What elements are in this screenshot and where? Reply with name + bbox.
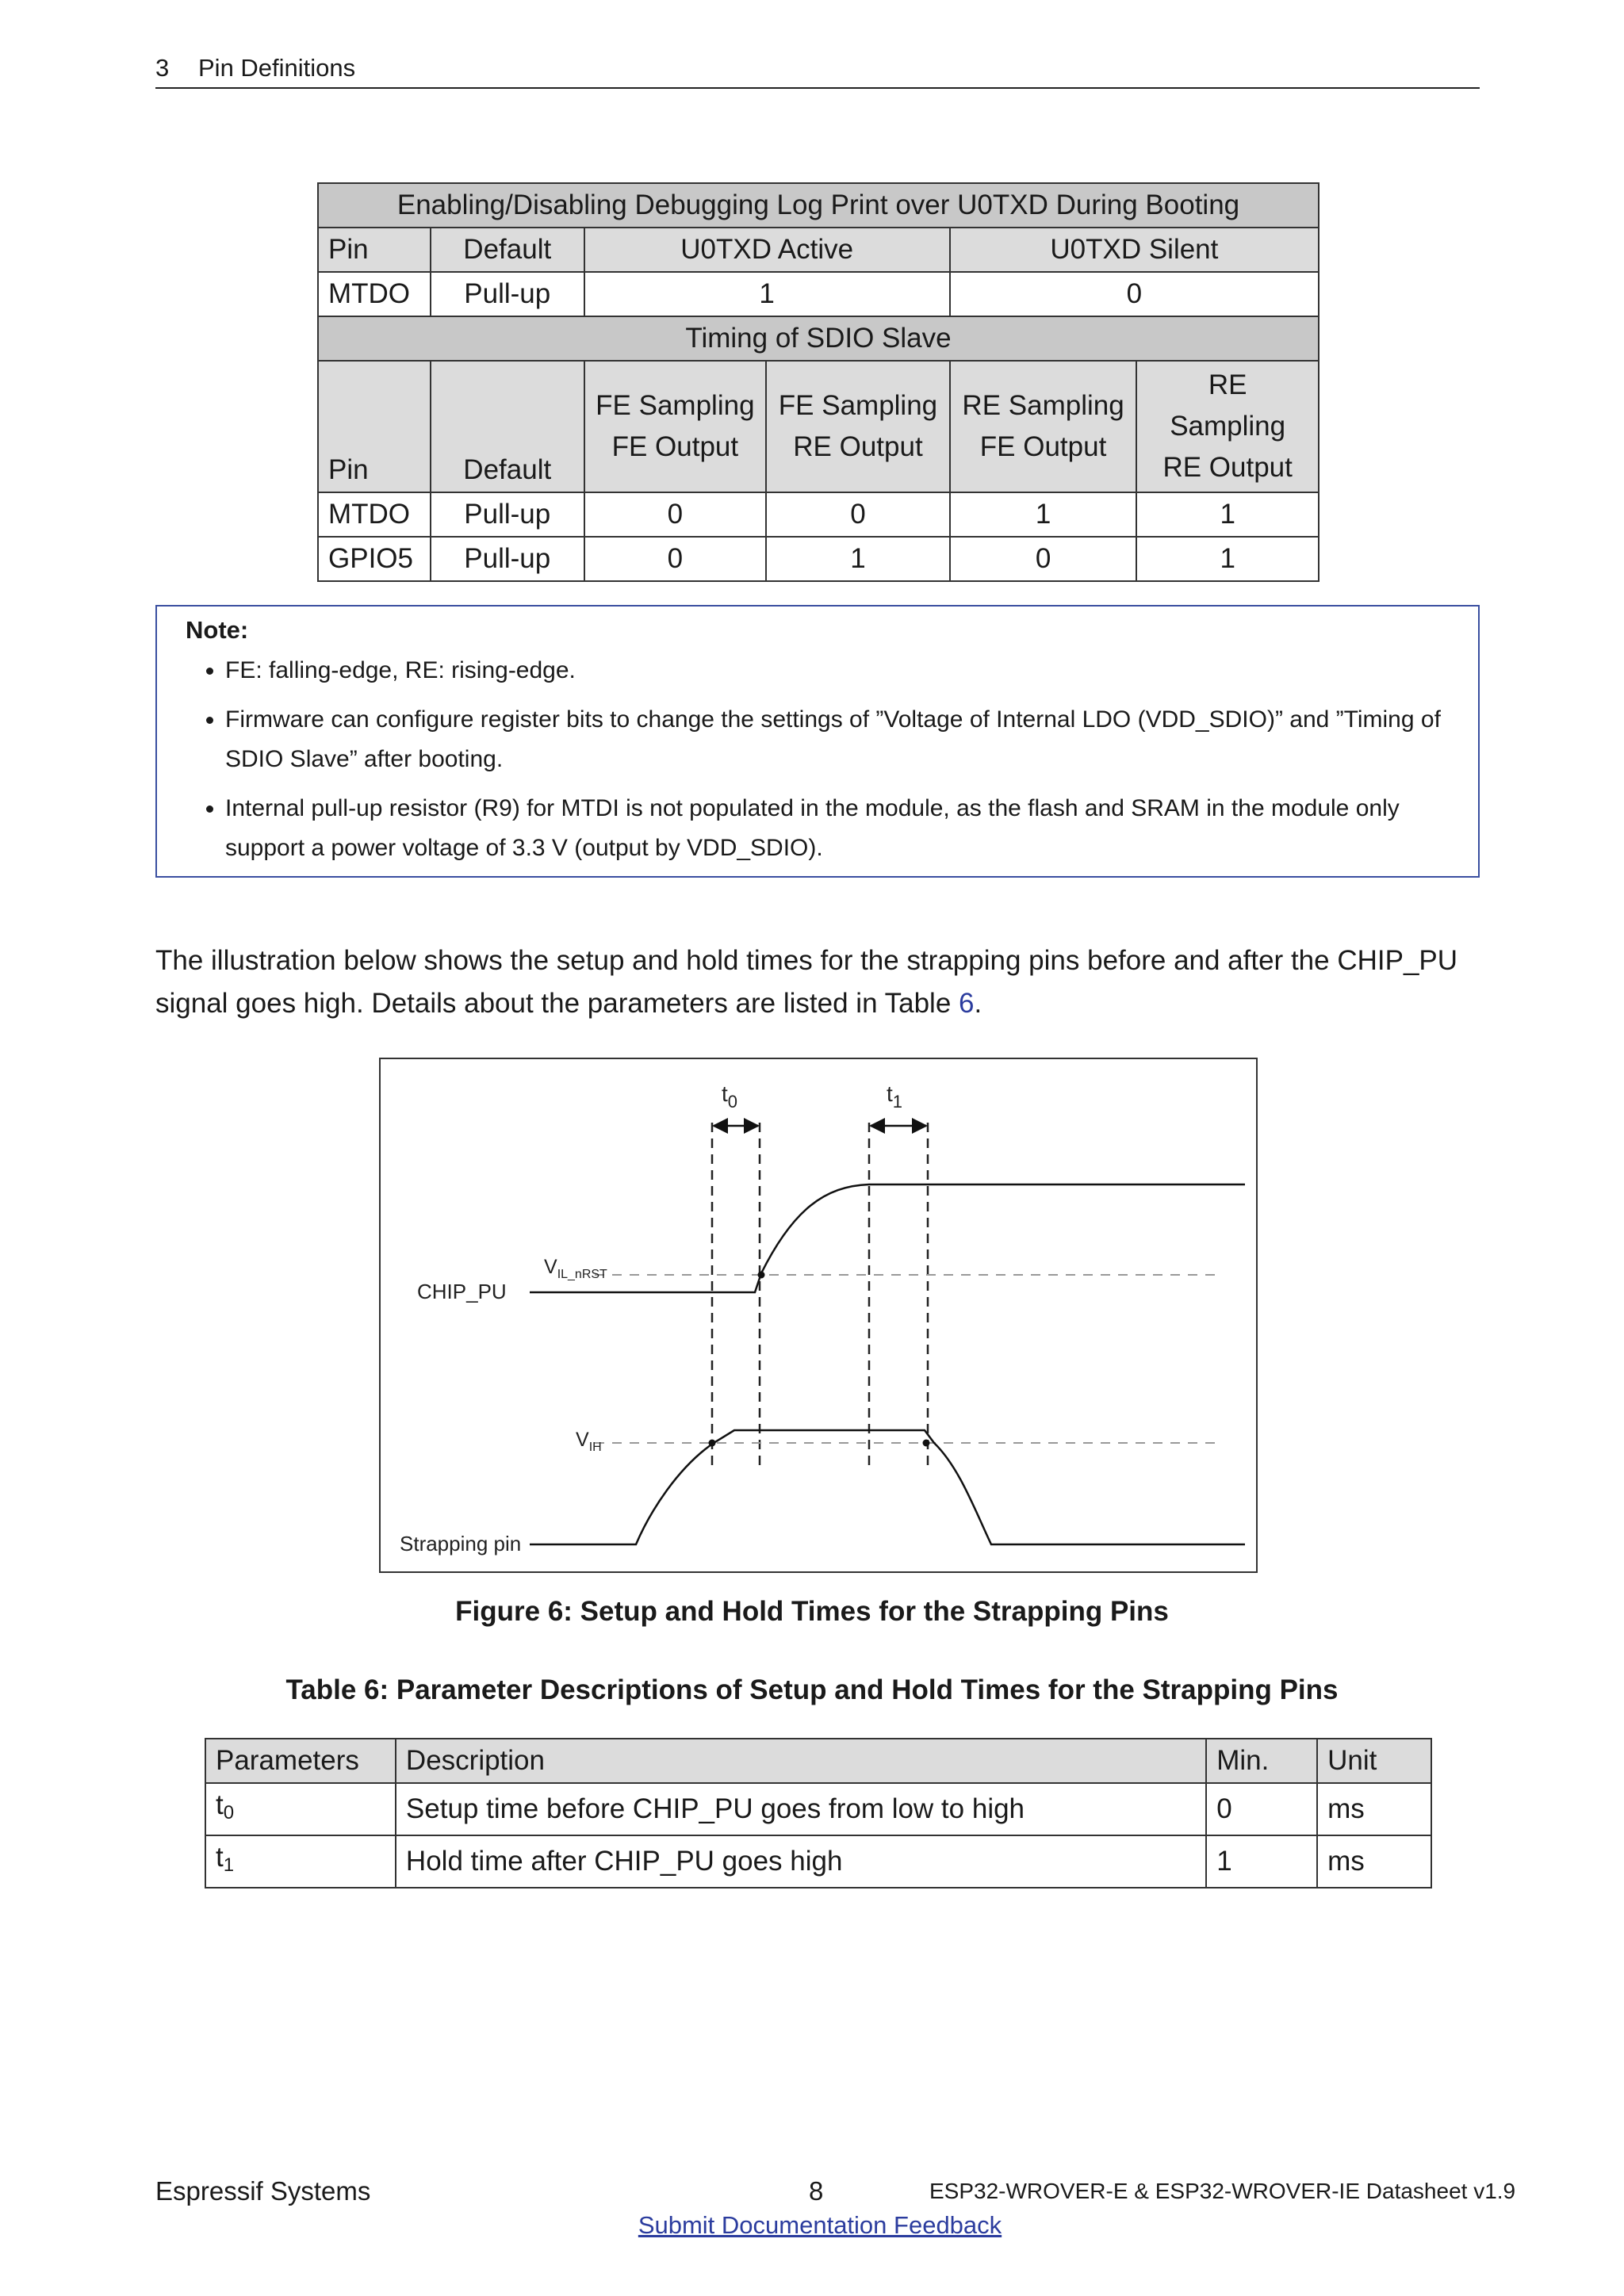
- min-cell: 1: [1206, 1835, 1317, 1888]
- param-cell: $t_1$: [205, 1835, 396, 1888]
- table-cell: 1: [1136, 537, 1319, 581]
- header-cell: Description: [396, 1739, 1206, 1783]
- document-title: ESP32-WROVER-E & ESP32-WROVER-IE Datasheet v1.9: [929, 2179, 1516, 2203]
- unit-cell: ms: [1317, 1835, 1431, 1888]
- chip-pu-waveform: [530, 1184, 1245, 1292]
- table-cell: GPIO5: [318, 537, 431, 581]
- table-cell: MTDO: [318, 272, 431, 316]
- vih-label: $V_{IH}$: [576, 1429, 602, 1454]
- table-row: [318, 537, 1319, 581]
- param-cell: $t_0$: [205, 1783, 396, 1835]
- header-cell: RE Sampling RE Output: [1136, 361, 1319, 492]
- table-cell: Pull-up: [431, 492, 584, 537]
- note-item: • Firmware can configure register bits to change the settings of ”Voltage of Internal LDO (VDD_SDIO)” and ”Timing of SDIO Slave” after booting.: [225, 700, 1470, 779]
- timing-diagram: [381, 1059, 1256, 1571]
- section-title: Pin Definitions: [198, 54, 356, 82]
- vil-crossing-dot: [758, 1272, 765, 1279]
- t1-label: $t_1$: [887, 1081, 903, 1112]
- page-header: [155, 49, 1480, 89]
- section1-title: Enabling/Disabling Debugging Log Print over U0TXD During Booting: [318, 183, 1319, 228]
- chip-pu-label: CHIP_PU: [417, 1280, 507, 1303]
- unit-cell: ms: [1317, 1783, 1431, 1835]
- body-paragraph: The illustration below shows the setup and hold times for the strapping pins before and after the CHIP_PU signal goes high. Details about the parameters are listed in Table 6.: [155, 945, 1458, 1019]
- header-cell: FE Sampling RE Output: [766, 361, 950, 492]
- description-cell: Hold time after CHIP_PU goes high: [396, 1835, 1206, 1888]
- table-cell: 1: [584, 272, 950, 316]
- header-cell: Default: [431, 228, 584, 272]
- header-cell: U0TXD Active: [584, 228, 950, 272]
- header-cell: Min.: [1206, 1739, 1317, 1783]
- header-cell: RE Sampling FE Output: [950, 361, 1137, 492]
- note-box: [155, 605, 1480, 878]
- page-number: 8: [809, 2176, 824, 2206]
- section-number: 3: [155, 54, 170, 82]
- table-row: [205, 1783, 1431, 1835]
- table-caption: Table 6: Parameter Descriptions of Setup and Hold Times for the Strapping Pins: [285, 1674, 1339, 1705]
- table-cell: 1: [766, 537, 950, 581]
- section2-title: Timing of SDIO Slave: [318, 316, 1319, 361]
- table-cell: 0: [950, 537, 1137, 581]
- min-cell: 0: [1206, 1783, 1317, 1835]
- strapping-pin-waveform: [530, 1430, 1245, 1544]
- header-cell: Pin: [318, 228, 431, 272]
- table-cell: Pull-up: [431, 537, 584, 581]
- table-6-link[interactable]: 6: [959, 988, 975, 1019]
- note-title: Note:: [186, 616, 249, 644]
- vih-rise-dot: [709, 1440, 716, 1447]
- header-cell: Parameters: [205, 1739, 396, 1783]
- t0-label: $t_0$: [722, 1081, 738, 1112]
- header-cell: Default: [431, 361, 584, 492]
- header-cell: U0TXD Silent: [950, 228, 1319, 272]
- parameter-table: [205, 1738, 1432, 1888]
- timing-figure: [379, 1058, 1258, 1573]
- description-cell: Setup time before CHIP_PU goes from low to high: [396, 1783, 1206, 1835]
- note-list: [193, 651, 1470, 878]
- table-cell: 0: [950, 272, 1319, 316]
- table-row: [318, 492, 1319, 537]
- vil-label: $V_{IL\_nRST}$: [544, 1256, 607, 1281]
- table-cell: 0: [766, 492, 950, 537]
- vih-fall-dot: [923, 1440, 930, 1447]
- header-cell: Pin: [318, 361, 431, 492]
- feedback-link[interactable]: Submit Documentation Feedback: [638, 2211, 1002, 2239]
- figure-caption: Figure 6: Setup and Hold Times for the Strapping Pins: [455, 1596, 1169, 1627]
- strapping-table: [317, 182, 1320, 582]
- table-row: [205, 1835, 1431, 1888]
- note-item: • FE: falling-edge, RE: rising-edge.: [225, 651, 1470, 691]
- note-item: • Internal pull-up resistor (R9) for MTDI is not populated in the module, as the flash and SRAM in the module only support a power voltage of 3.3 V (output by VDD_SDIO).: [225, 789, 1470, 868]
- header-cell: FE Sampling FE Output: [584, 361, 767, 492]
- table-cell: Pull-up: [431, 272, 584, 316]
- header-cell: Unit: [1317, 1739, 1431, 1783]
- strapping-pin-label: Strapping pin: [400, 1532, 522, 1556]
- table-cell: 1: [1136, 492, 1319, 537]
- table-cell: 0: [584, 537, 767, 581]
- table-cell: 1: [950, 492, 1137, 537]
- table-cell: 0: [584, 492, 767, 537]
- table-cell: MTDO: [318, 492, 431, 537]
- footer-company: Espressif Systems: [155, 2176, 371, 2206]
